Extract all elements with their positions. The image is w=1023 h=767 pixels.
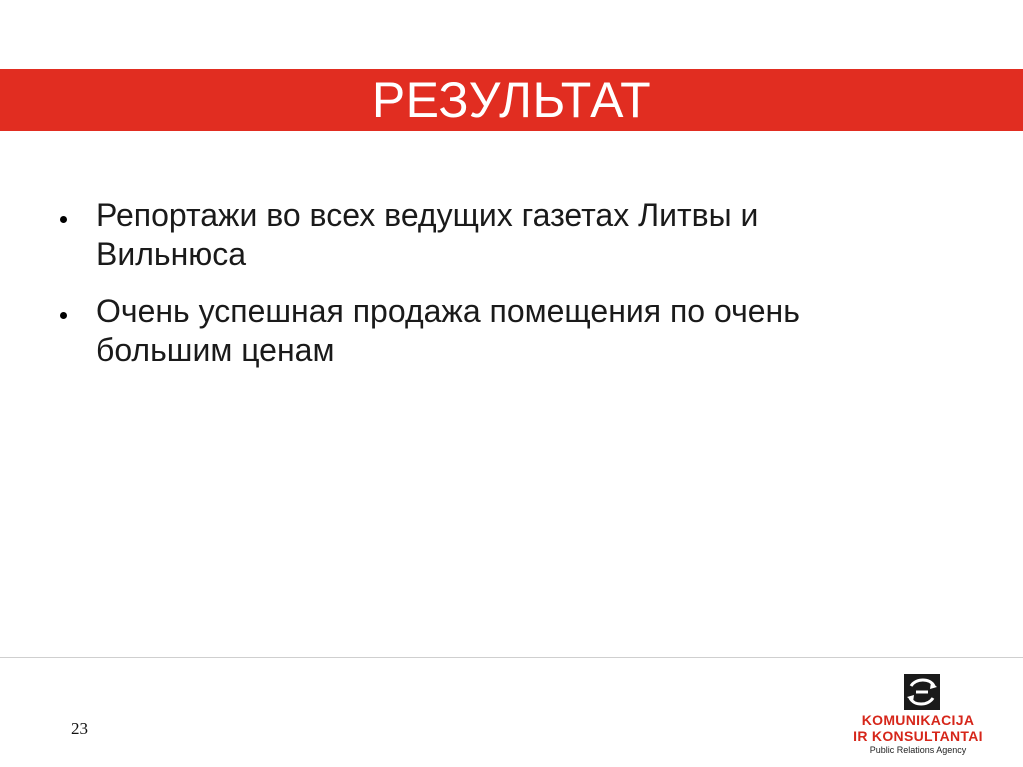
bullet-text: Очень успешная продажа помещения по очень большим ценам [96,293,800,368]
bullet-item [0,196,1023,274]
bullet-list [0,196,1023,388]
logo-text-line2: IR KONSULTANTAI [853,728,983,744]
bullet-item [0,292,1023,370]
company-logo [838,674,998,760]
footer-divider [0,657,1023,658]
logo-mark-icon [904,674,940,710]
logo-text-line1: KOMUNIKACIJA [861,712,975,728]
bullet-dot-icon [60,216,67,223]
logo-tagline: Public Relations Agency [869,745,967,755]
page-number: 23 [71,719,88,738]
bullet-text: Репортажи во всех ведущих газетах Литвы и Вильнюса [96,197,759,272]
slide-title: РЕЗУЛЬТАТ [371,72,652,128]
bullet-dot-icon [60,312,67,319]
